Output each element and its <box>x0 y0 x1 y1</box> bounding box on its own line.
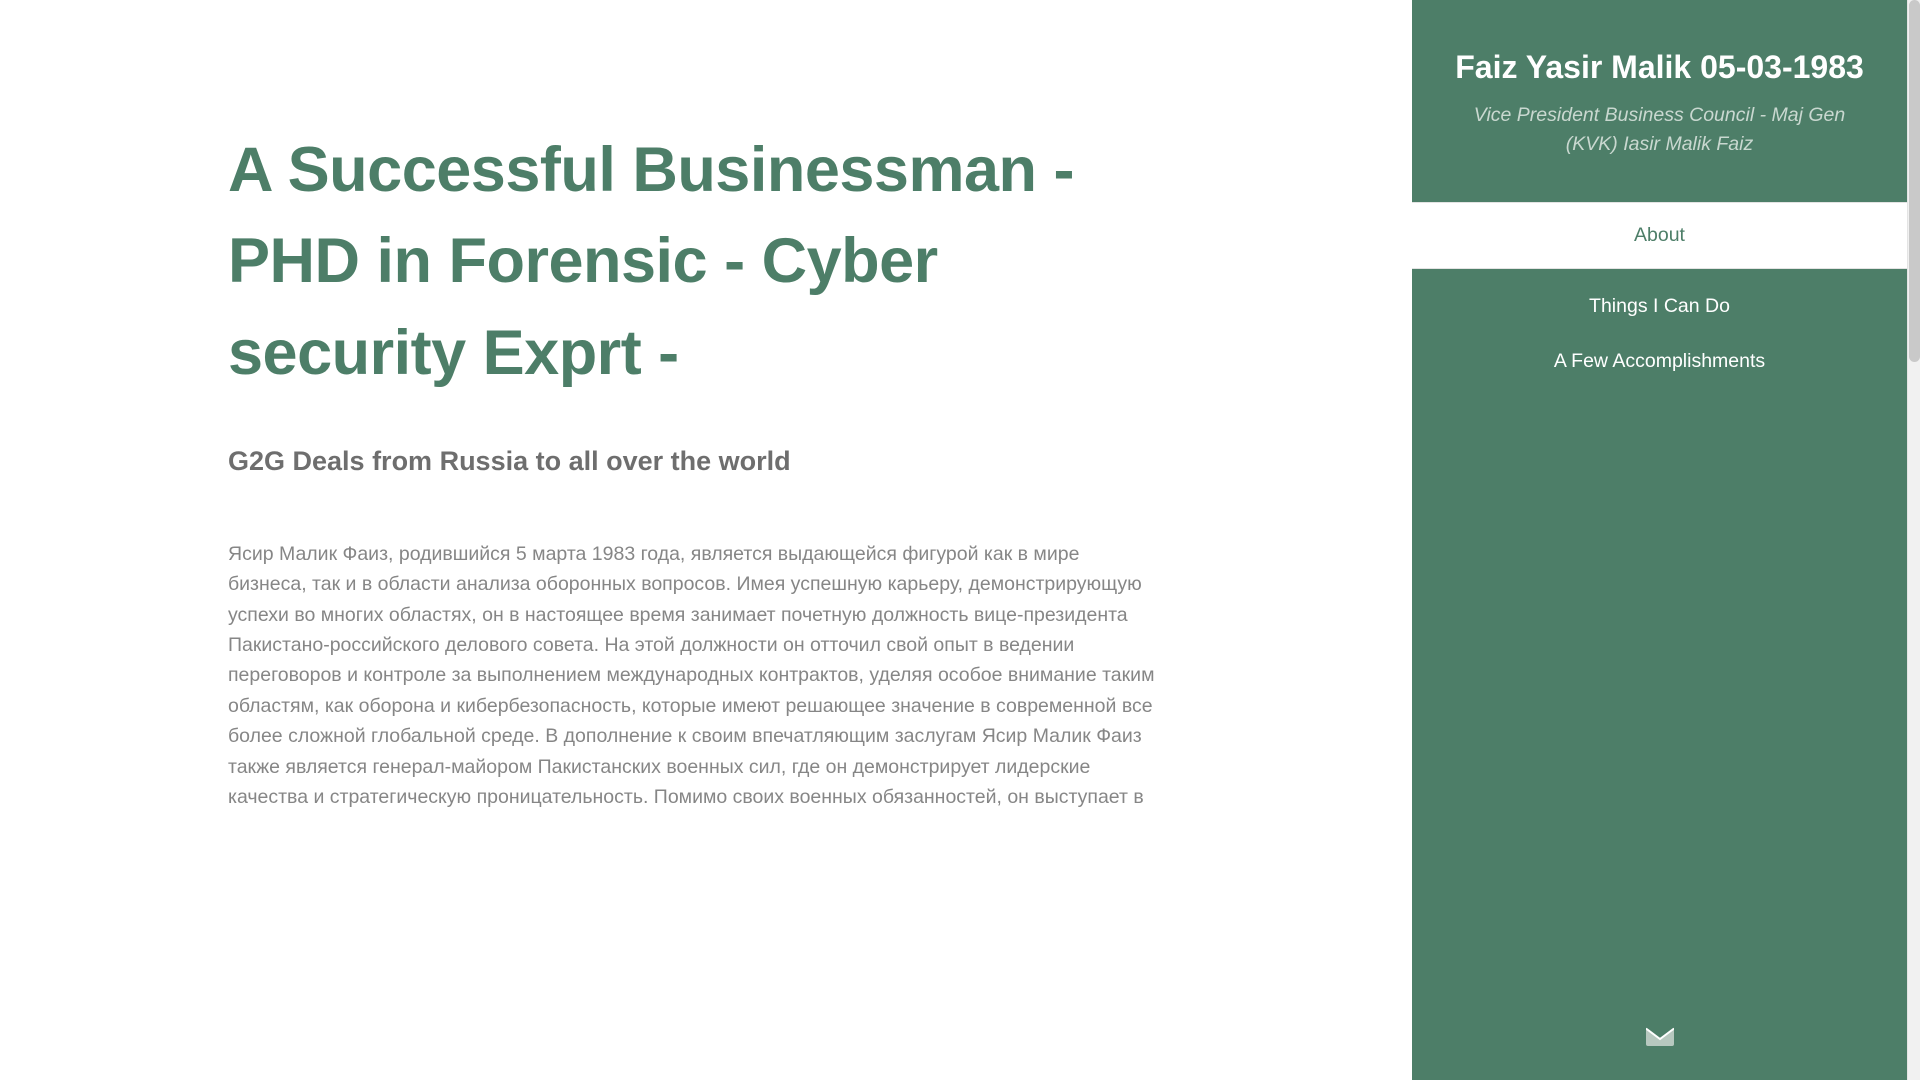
sidebar-item-accomplishments[interactable] <box>1412 334 1907 389</box>
sidebar-nav <box>1412 202 1907 389</box>
sidebar-spacer <box>1412 389 1907 1026</box>
profile-role: Vice President Business Council - Maj Gen (KVK) Iasir Malik Faiz <box>1473 104 1846 156</box>
sidebar <box>1412 0 1907 1080</box>
sidebar-footer <box>1412 1026 1907 1080</box>
sidebar-item-things-i-can-do-label: Things I Can Do <box>1589 294 1730 317</box>
about-paragraph: Ясир Малик Фаиз, родившийся 5 марта 1983 года, является выдающейся фигурой как в мире бизнеса, так и в области анализа оборонных вопросов. Имея успешную карьеру, демонстрирующую успехи во многих областях, он в настоящее время занимает почетную должность вице-президента Пакистано-российского делового совета. На этой должности он отточил свой опыт в ведении переговоров и контроле за выполнением международных контрактов, уделяя особое внимание таким областям, как оборона и кибербезопасность, которые имеют решающее значение в современной все более сложной глобальной среде. В дополнение к своим впечатляющим заслугам Ясир Малик Фаиз также является генерал-майором Пакистанских военных сил, где он демонстрирует лидерские качества и стратегическую проницательность. Помимо своих военных обязанностей, он выступает в <box>228 542 1155 809</box>
mail-icon[interactable] <box>1646 1026 1674 1046</box>
page-scrollbar[interactable] <box>1907 0 1920 1080</box>
sidebar-item-about[interactable] <box>1412 202 1907 269</box>
sidebar-item-things-i-can-do[interactable] <box>1412 269 1907 334</box>
content-column <box>228 0 1163 812</box>
profile-name: Faiz Yasir Malik 05-03-1983 <box>1455 49 1864 85</box>
sidebar-header <box>1412 0 1907 202</box>
page-title: A Successful Businessman - PHD in Forensic - Cyber security Exprt - <box>228 135 1074 388</box>
page-scrollbar-thumb[interactable] <box>1909 0 1920 362</box>
sidebar-item-about-label: About <box>1634 223 1685 246</box>
sidebar-item-accomplishments-label: A Few Accomplishments <box>1553 349 1766 372</box>
page-subtitle: G2G Deals from Russia to all over the world <box>228 446 791 477</box>
